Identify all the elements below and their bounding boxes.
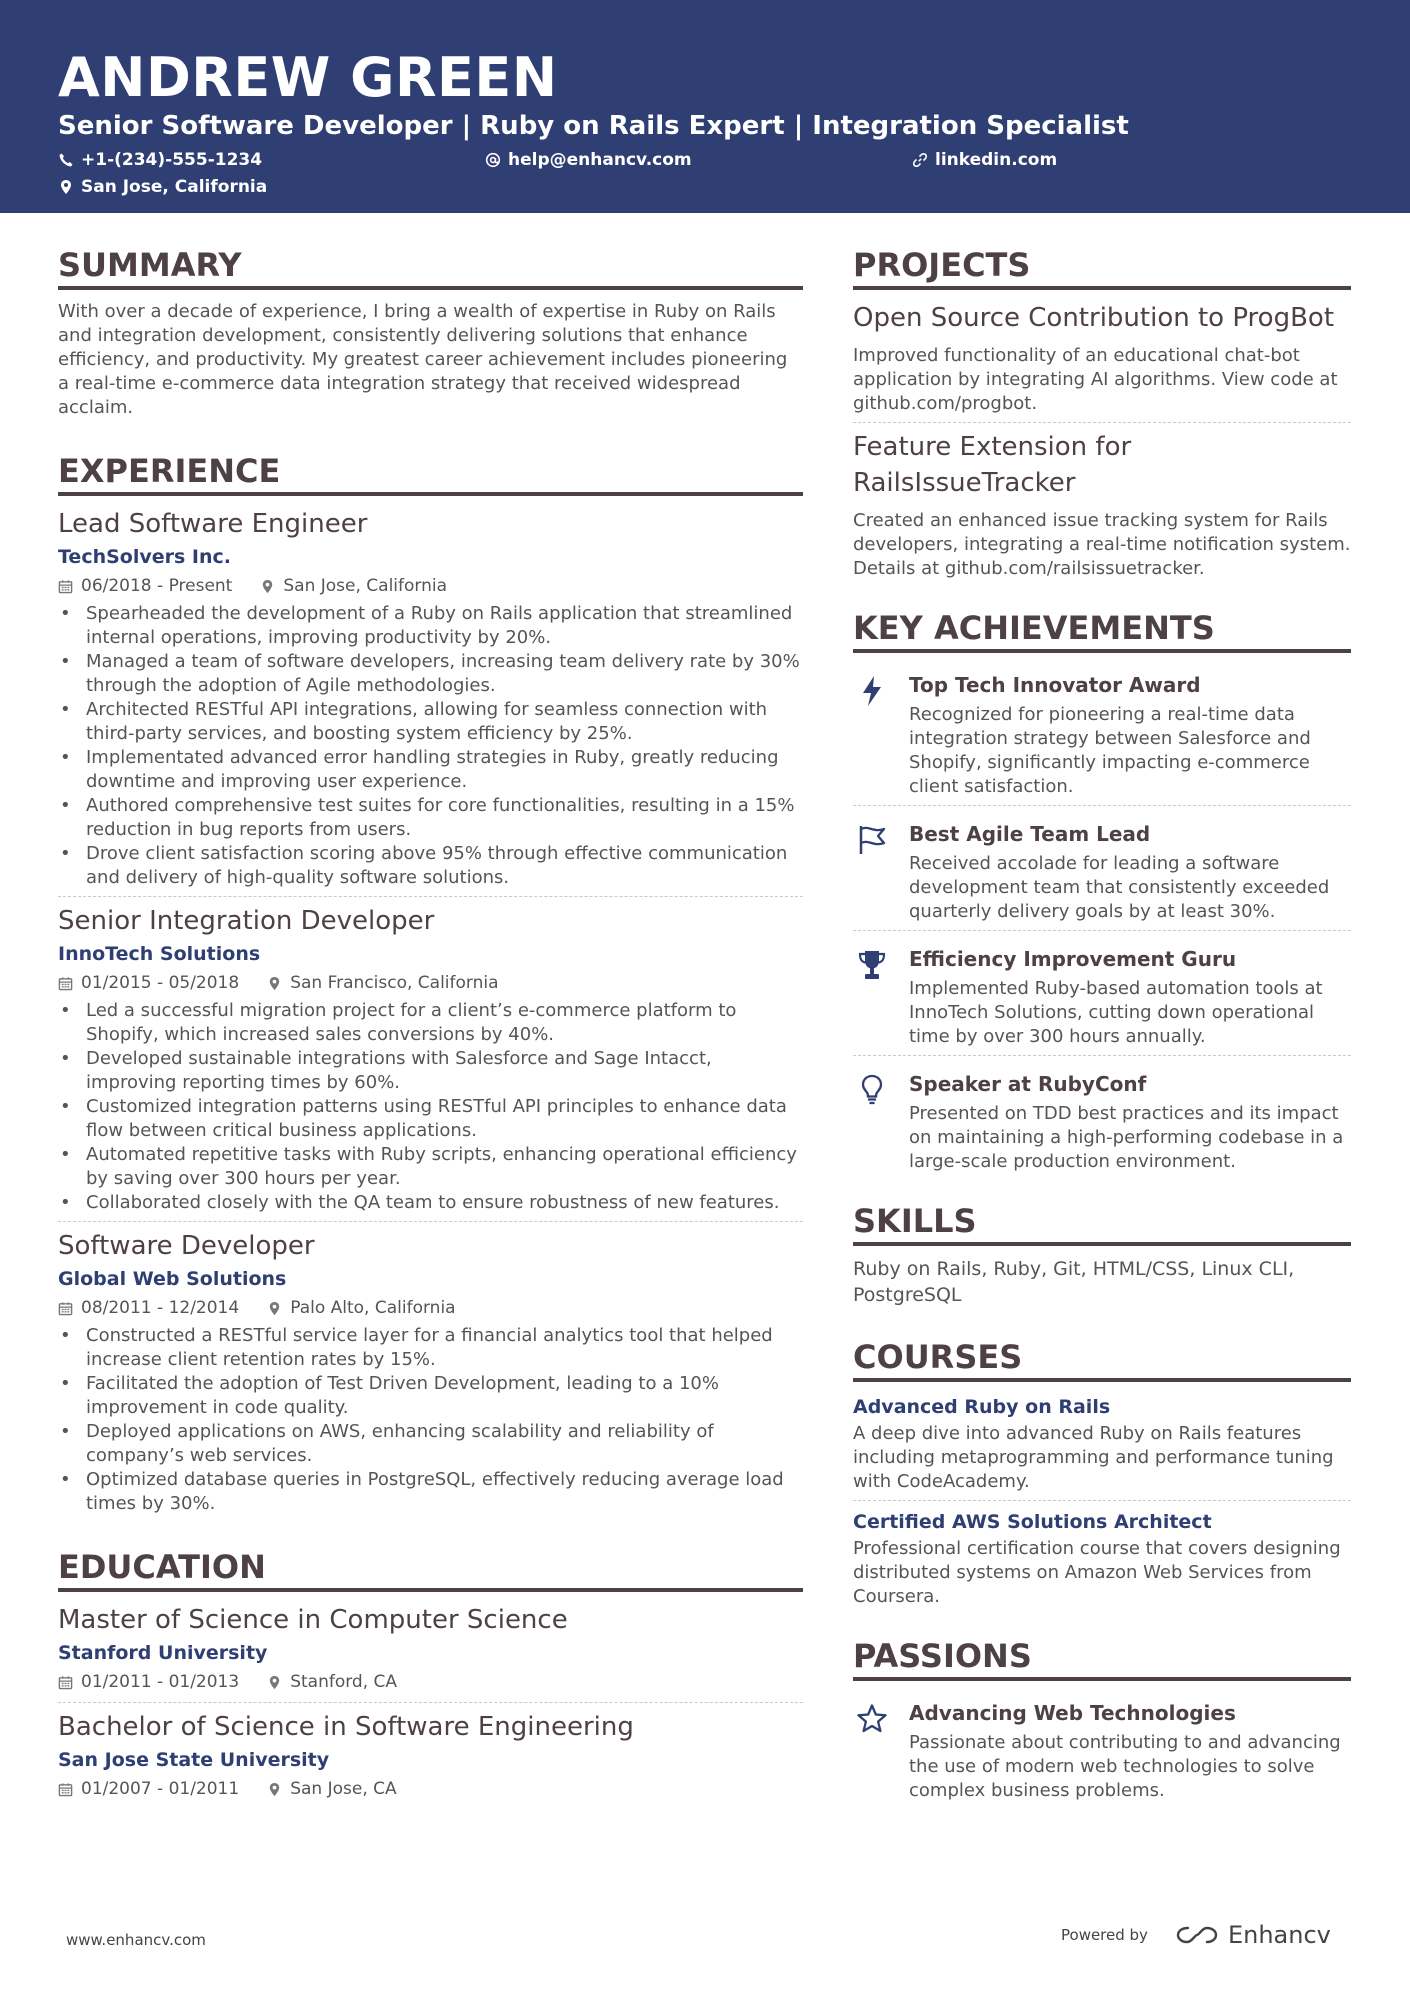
project-description: Created an enhanced issue tracking system for Rails developers, integrating a real-time notification system. Details at github.com/railsissuetracker. bbox=[853, 510, 1351, 579]
phone-number: +1-(234)-555-1234 bbox=[81, 149, 263, 170]
contact-row bbox=[58, 146, 1352, 173]
link-icon bbox=[912, 152, 928, 168]
education-meta bbox=[58, 1775, 803, 1803]
summary-text: With over a decade of experience, I bring a wealth of expertise in Ruby on Rails and integration development, consistently delivering solutions that enhance efficiency, and productivity. My greatest career achievement includes pioneering a real-time e-commerce data integration strategy that received widespread acclaim. bbox=[58, 301, 788, 418]
list-item: • Collaborated closely with the QA team to ensure robustness of new features. bbox=[58, 1191, 803, 1215]
divider bbox=[58, 1702, 803, 1703]
calendar-icon bbox=[58, 976, 73, 991]
job-entry bbox=[58, 506, 803, 890]
job-bullets bbox=[58, 999, 803, 1215]
job-entry bbox=[58, 903, 803, 1215]
passions-section bbox=[853, 1635, 1351, 1803]
list-item: • Drove client satisfaction scoring above 95% through effective communication and delivery of high-quality software solutions. bbox=[58, 842, 803, 890]
education-entry bbox=[58, 1602, 803, 1696]
phone-icon bbox=[58, 152, 74, 168]
achievement-text: Presented on TDD best practices and its impact on maintaining a high-performing codebase in a large-scale production environment. bbox=[909, 1103, 1344, 1172]
list-item: • Deployed applications on AWS, enhancing scalability and reliability of company’s web services. bbox=[58, 1420, 803, 1468]
email-contact bbox=[485, 150, 912, 170]
education-dates: 01/2011 - 01/2013 bbox=[81, 1672, 240, 1692]
location-pin-icon bbox=[260, 579, 275, 594]
location-text: San Jose, California bbox=[81, 176, 268, 197]
brand-name: Enhancv bbox=[1227, 1921, 1331, 1949]
course-entry bbox=[853, 1507, 1351, 1609]
star-icon bbox=[857, 1703, 887, 1735]
job-entry bbox=[58, 1228, 803, 1516]
achievement-entry bbox=[853, 663, 1351, 799]
achievement-title: Best Agile Team Lead bbox=[909, 822, 1151, 846]
education-entry bbox=[58, 1709, 803, 1803]
achievement-entry bbox=[853, 812, 1351, 924]
skills-list: Ruby on Rails, Ruby, Git, HTML/CSS, Linux CLI, PostgreSQL bbox=[853, 1258, 1295, 1306]
company-name: InnoTech Solutions bbox=[58, 943, 261, 965]
flag-icon bbox=[857, 824, 887, 856]
enhancv-logo-icon bbox=[1174, 1923, 1220, 1947]
course-title: Advanced Ruby on Rails bbox=[853, 1396, 1111, 1418]
location-pin-icon bbox=[58, 179, 74, 195]
calendar-icon bbox=[58, 579, 73, 594]
company-name: TechSolvers Inc. bbox=[58, 546, 232, 568]
passion-entry bbox=[853, 1691, 1351, 1803]
trophy-icon bbox=[857, 949, 887, 981]
location-row bbox=[58, 173, 1352, 200]
divider bbox=[853, 805, 1351, 806]
lightbulb-icon bbox=[857, 1074, 887, 1106]
divider bbox=[58, 1221, 803, 1222]
location-pin-icon bbox=[267, 976, 282, 991]
lightning-icon bbox=[857, 675, 887, 707]
location-pin-icon bbox=[267, 1675, 282, 1690]
list-item: • Implementated advanced error handling strategies in Ruby, greatly reducing downtime and improving user experience. bbox=[58, 746, 803, 794]
job-title: Lead Software Engineer bbox=[58, 509, 368, 539]
courses-heading: COURSES bbox=[853, 1336, 1351, 1382]
degree-title: Master of Science in Computer Science bbox=[58, 1605, 568, 1635]
job-meta bbox=[58, 1294, 803, 1322]
job-title: Senior Integration Developer bbox=[58, 906, 435, 936]
course-entry bbox=[853, 1392, 1351, 1494]
location-contact bbox=[58, 177, 267, 197]
list-item: • Developed sustainable integrations with Salesforce and Sage Intacct, improving reporting times by 60%. bbox=[58, 1047, 803, 1095]
job-location: Palo Alto, California bbox=[290, 1298, 456, 1318]
job-title: Software Developer bbox=[58, 1231, 315, 1261]
job-bullets bbox=[58, 1324, 803, 1516]
at-icon bbox=[485, 152, 501, 168]
education-section bbox=[58, 1546, 803, 1803]
project-title: Open Source Contribution to ProgBot bbox=[853, 303, 1335, 333]
course-description: Professional certification course that covers designing distributed systems on Amazon Web Services from Coursera. bbox=[853, 1538, 1341, 1607]
footer-website[interactable]: www.enhancv.com bbox=[66, 1931, 206, 1949]
projects-section bbox=[853, 244, 1351, 581]
list-item: • Spearheaded the development of a Ruby on Rails application that streamlined internal operations, improving productivity by 20%. bbox=[58, 602, 803, 650]
achievement-entry bbox=[853, 1062, 1351, 1174]
experience-section bbox=[58, 450, 803, 1516]
calendar-icon bbox=[58, 1782, 73, 1797]
list-item: • Optimized database queries in PostgreSQL, effectively reducing average load times by 30%. bbox=[58, 1468, 803, 1516]
skills-heading: SKILLS bbox=[853, 1200, 1351, 1246]
job-dates: 06/2018 - Present bbox=[81, 576, 233, 596]
achievement-text: Recognized for pioneering a real-time data integration strategy between Salesforce and Shopify, significantly impacting e-commerce client satisfaction. bbox=[909, 704, 1311, 797]
linkedin-link[interactable]: linkedin.com bbox=[935, 149, 1058, 170]
project-entry bbox=[853, 429, 1351, 581]
course-title: Certified AWS Solutions Architect bbox=[853, 1511, 1212, 1533]
job-dates: 01/2015 - 05/2018 bbox=[81, 973, 240, 993]
divider bbox=[853, 422, 1351, 423]
project-title: Feature Extension for RailsIssueTracker bbox=[853, 432, 1132, 498]
achievements-heading: KEY ACHIEVEMENTS bbox=[853, 607, 1351, 653]
school-name: San Jose State University bbox=[58, 1749, 330, 1771]
achievement-text: Implemented Ruby-based automation tools at InnoTech Solutions, cutting down operational time by over 300 hours annually. bbox=[909, 978, 1323, 1047]
divider bbox=[58, 896, 803, 897]
list-item: • Architected RESTful API integrations, allowing for seamless connection with third-party services, and boosting system efficiency by 25%. bbox=[58, 698, 803, 746]
job-meta bbox=[58, 572, 803, 600]
achievement-entry bbox=[853, 937, 1351, 1049]
powered-by-label: Powered by bbox=[1061, 1926, 1148, 1944]
calendar-icon bbox=[58, 1675, 73, 1690]
candidate-name: ANDREW GREEN bbox=[58, 46, 558, 109]
achievement-text: Received accolade for leading a software development team that consistently exceeded quarterly delivery goals by at least 30%. bbox=[909, 853, 1330, 922]
list-item: • Constructed a RESTful service layer for a financial analytics tool that helped increase client retention rates by 15%. bbox=[58, 1324, 803, 1372]
phone-contact bbox=[58, 150, 485, 170]
right-column bbox=[853, 244, 1351, 1833]
resume-header bbox=[0, 0, 1410, 213]
skills-section bbox=[853, 1200, 1351, 1308]
passion-text: Passionate about contributing to and advancing the use of modern web technologies to solve complex business problems. bbox=[909, 1732, 1341, 1801]
education-meta bbox=[58, 1668, 803, 1696]
divider bbox=[853, 1055, 1351, 1056]
achievement-title: Top Tech Innovator Award bbox=[909, 673, 1201, 697]
location-pin-icon bbox=[267, 1782, 282, 1797]
job-bullets bbox=[58, 602, 803, 890]
education-location: Stanford, CA bbox=[290, 1672, 398, 1692]
degree-title: Bachelor of Science in Software Engineering bbox=[58, 1712, 634, 1742]
list-item: • Customized integration patterns using RESTful API principles to enhance data flow between critical business applications. bbox=[58, 1095, 803, 1143]
school-name: Stanford University bbox=[58, 1642, 268, 1664]
course-description: A deep dive into advanced Ruby on Rails features including metaprogramming and performance tuning with CodeAcademy. bbox=[853, 1423, 1334, 1492]
passions-heading: PASSIONS bbox=[853, 1635, 1351, 1681]
linkedin-contact bbox=[912, 150, 1057, 170]
calendar-icon bbox=[58, 1301, 73, 1316]
left-column bbox=[58, 244, 803, 1833]
achievement-title: Efficiency Improvement Guru bbox=[909, 947, 1237, 971]
achievement-title: Speaker at RubyConf bbox=[909, 1072, 1147, 1096]
email-link[interactable]: help@enhancv.com bbox=[508, 149, 692, 170]
list-item: • Led a successful migration project for a client’s e-commerce platform to Shopify, which increased sales conversions by 40%. bbox=[58, 999, 803, 1047]
company-name: Global Web Solutions bbox=[58, 1268, 287, 1290]
projects-heading: PROJECTS bbox=[853, 244, 1351, 290]
education-location: San Jose, CA bbox=[290, 1779, 397, 1799]
divider bbox=[853, 1500, 1351, 1501]
footer-branding bbox=[1061, 1921, 1331, 1949]
candidate-title: Senior Software Developer | Ruby on Rails Expert | Integration Specialist bbox=[58, 111, 1129, 141]
education-dates: 01/2007 - 01/2011 bbox=[81, 1779, 240, 1799]
passion-title: Advancing Web Technologies bbox=[909, 1701, 1236, 1725]
achievements-section bbox=[853, 607, 1351, 1174]
experience-heading: EXPERIENCE bbox=[58, 450, 803, 496]
job-location: San Francisco, California bbox=[290, 973, 499, 993]
education-heading: EDUCATION bbox=[58, 1546, 803, 1592]
courses-section bbox=[853, 1336, 1351, 1609]
list-item: • Authored comprehensive test suites for core functionalities, resulting in a 15% reduction in bug reports from users. bbox=[58, 794, 803, 842]
enhancv-logo[interactable] bbox=[1174, 1921, 1331, 1949]
list-item: • Managed a team of software developers, increasing team delivery rate by 30% through the adoption of Agile methodologies. bbox=[58, 650, 803, 698]
project-entry bbox=[853, 300, 1351, 416]
job-meta bbox=[58, 969, 803, 997]
divider bbox=[853, 930, 1351, 931]
summary-heading: SUMMARY bbox=[58, 244, 803, 290]
location-pin-icon bbox=[267, 1301, 282, 1316]
summary-section bbox=[58, 244, 803, 420]
job-location: San Jose, California bbox=[283, 576, 448, 596]
project-description: Improved functionality of an educational chat-bot application by integrating AI algorithms. View code at github.com/progbot. bbox=[853, 345, 1338, 414]
job-dates: 08/2011 - 12/2014 bbox=[81, 1298, 240, 1318]
list-item: • Automated repetitive tasks with Ruby scripts, enhancing operational efficiency by saving over 300 hours per year. bbox=[58, 1143, 803, 1191]
list-item: • Facilitated the adoption of Test Driven Development, leading to a 10% improvement in code quality. bbox=[58, 1372, 803, 1420]
